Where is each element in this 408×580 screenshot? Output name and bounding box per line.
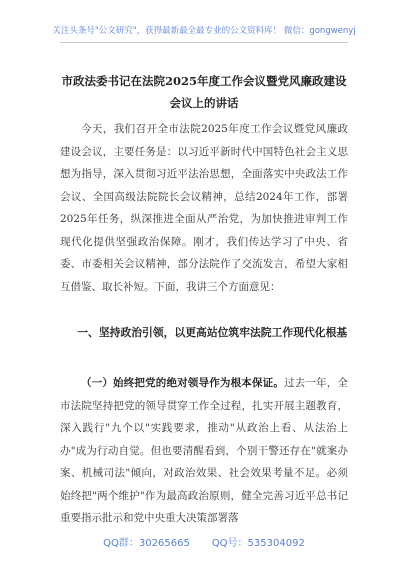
footer-qq-group: QQ群：30265665 — [103, 538, 190, 549]
subsection-text: 过去一年，全市法院坚持把党的领导贯穿工作全过程，扎实开展主题教育，深入践行"九个以"实践要求，推动"从政治上看、从法治上办"成为行动自觉。但也要清醒看到，个别干警还存在"就案办案、机械司法"倾向，对政治效果、社会效果考量不足。必须始终把"两个维护"作为最高政治原则，健全完善习近平总书记重要指示批示和党中央重大决策部署落 — [60, 377, 348, 524]
footer-contact — [0, 534, 408, 549]
footer-qq-number: QQ号：535304092 — [211, 538, 305, 549]
section-heading: 一、坚持政治引领，以更高站位筑牢法院工作现代化根基 — [77, 326, 348, 339]
intro-paragraph: 今天，我们召开全市法院2025年度工作会议暨党风廉政建设会议，主要任务是：以习近平新时代中国特色社会主义思想为指导，深入贯彻习近平法治思想，全面落实中央政法工作会议、全国高级法院院长会议精神，总结2024年工作，部署2025年任务，纵深推进全面从严治党，为加快推进审判工作现代化提供坚强政治保障。刚才，我们传达学习了中央、省委、市委相关会议精神，部分法院作了交流发言，希望大家相互借鉴、取长补短。下面，我讲三个方面意见： — [60, 123, 348, 293]
document-title: 市政法委书记在法院2025年度工作会议暨党风廉政建设会议上的讲话 — [61, 74, 347, 110]
header-divider — [60, 42, 348, 43]
header-promo: 关注头条号"公文研究"，获得最新最全最专业的公文资料库！ 微信：gongwenyj — [52, 26, 356, 36]
subsection-heading: （一）始终把党的绝对领导作为根本保证。 — [81, 377, 285, 389]
subsection-paragraph — [60, 372, 348, 530]
